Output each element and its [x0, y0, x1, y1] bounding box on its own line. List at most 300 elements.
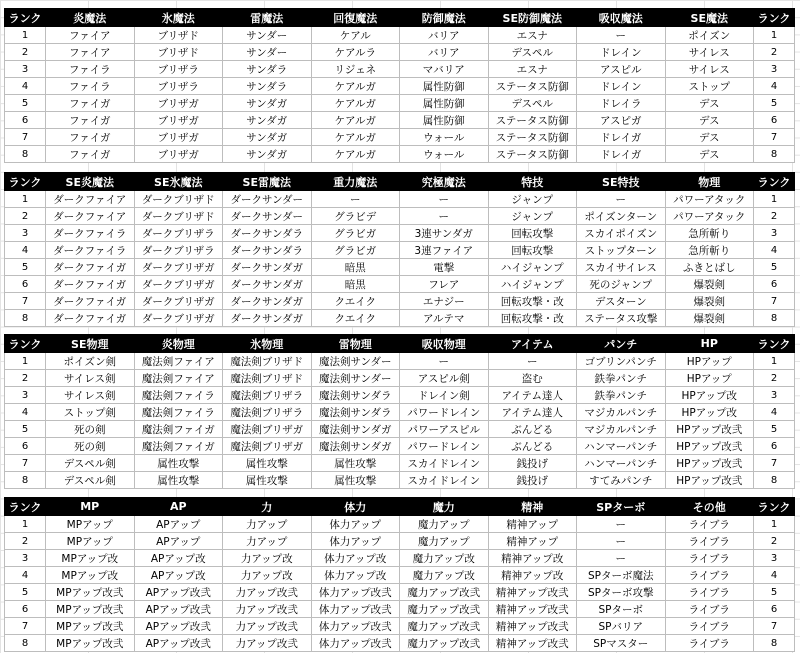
skill-cell[interactable]: デスペル剣 [46, 472, 135, 489]
skill-cell[interactable]: ー [577, 191, 666, 208]
skill-cell[interactable]: ケアルガ [311, 146, 400, 163]
skill-cell[interactable]: SPターボ攻撃 [577, 584, 666, 601]
skill-cell[interactable]: ライブラ [665, 584, 754, 601]
skill-cell[interactable]: ダークファイラ [46, 225, 135, 242]
skill-cell[interactable]: ファイガ [46, 146, 135, 163]
skill-cell[interactable]: SPターボ [577, 601, 666, 618]
skill-cell[interactable]: ウォール [400, 129, 489, 146]
skill-cell[interactable]: ブリザガ [134, 129, 223, 146]
skill-cell[interactable]: 急所斬り [665, 242, 754, 259]
skill-cell[interactable]: 急所斬り [665, 225, 754, 242]
skill-cell[interactable]: 魔法剣ブリザド [223, 370, 312, 387]
skill-cell[interactable]: APアップ改弐 [134, 601, 223, 618]
skill-cell[interactable]: 力アップ改 [223, 567, 312, 584]
skill-cell[interactable]: 魔法剣ブリザラ [223, 404, 312, 421]
skill-cell[interactable]: リジェネ [311, 61, 400, 78]
skill-cell[interactable]: 体力アップ [311, 533, 400, 550]
skill-cell[interactable]: ダークファイラ [46, 242, 135, 259]
skill-cell[interactable]: ブリザラ [134, 61, 223, 78]
skill-cell[interactable]: ジャンプ [488, 191, 577, 208]
skill-cell[interactable]: APアップ改弐 [134, 584, 223, 601]
rank-cell[interactable]: 4 [754, 78, 795, 95]
skill-cell[interactable]: 属性防御 [400, 95, 489, 112]
skill-cell[interactable]: 属性攻撃 [223, 455, 312, 472]
rank-cell[interactable]: 1 [5, 353, 46, 370]
skill-cell[interactable]: ダークブリザド [134, 208, 223, 225]
skill-cell[interactable]: ー [311, 191, 400, 208]
skill-cell[interactable]: 魔法剣サンダラ [311, 404, 400, 421]
rank-cell[interactable]: 3 [5, 550, 46, 567]
skill-cell[interactable]: ハイジャンプ [488, 259, 577, 276]
rank-cell[interactable]: 2 [5, 370, 46, 387]
skill-cell[interactable]: ふきとばし [665, 259, 754, 276]
skill-cell[interactable]: 属性攻撃 [223, 472, 312, 489]
skill-cell[interactable]: ライブラ [665, 601, 754, 618]
skill-cell[interactable]: 回転攻撃・改 [488, 293, 577, 310]
skill-cell[interactable]: 魔法剣ファイガ [134, 421, 223, 438]
skill-cell[interactable]: サンダラ [223, 78, 312, 95]
skill-cell[interactable]: ぶんどる [488, 438, 577, 455]
skill-cell[interactable]: パワーアタック [665, 191, 754, 208]
skill-cell[interactable]: 力アップ改弐 [223, 635, 312, 652]
skill-cell[interactable]: 死のジャンプ [577, 276, 666, 293]
rank-cell[interactable]: 6 [5, 112, 46, 129]
skill-cell[interactable]: 魔力アップ改弐 [400, 584, 489, 601]
rank-cell[interactable]: 5 [754, 421, 795, 438]
skill-cell[interactable]: 力アップ [223, 533, 312, 550]
skill-cell[interactable]: デス [665, 129, 754, 146]
rank-cell[interactable]: 4 [5, 567, 46, 584]
rank-cell[interactable]: 2 [754, 208, 795, 225]
rank-cell[interactable]: 4 [754, 567, 795, 584]
skill-cell[interactable]: 魔力アップ [400, 516, 489, 533]
skill-cell[interactable]: MPアップ改弐 [46, 584, 135, 601]
skill-cell[interactable]: 暗黒 [311, 276, 400, 293]
skill-cell[interactable]: 魔法剣ブリザガ [223, 421, 312, 438]
skill-cell[interactable]: ダークサンダガ [223, 259, 312, 276]
skill-cell[interactable]: 体力アップ改 [311, 567, 400, 584]
skill-cell[interactable]: ブリザド [134, 27, 223, 44]
skill-cell[interactable]: スカイサイレス [577, 259, 666, 276]
skill-cell[interactable]: グラビデ [311, 208, 400, 225]
skill-cell[interactable]: 力アップ改 [223, 550, 312, 567]
skill-cell[interactable]: SPバリア [577, 618, 666, 635]
rank-cell[interactable]: 5 [5, 259, 46, 276]
rank-cell[interactable]: 8 [754, 635, 795, 652]
skill-cell[interactable]: ダークサンダガ [223, 276, 312, 293]
skill-cell[interactable]: マジカルパンチ [577, 404, 666, 421]
skill-cell[interactable]: ダークファイガ [46, 276, 135, 293]
rank-cell[interactable]: 4 [754, 404, 795, 421]
skill-cell[interactable]: 暗黒 [311, 259, 400, 276]
skill-cell[interactable]: 魔法剣ブリザラ [223, 387, 312, 404]
rank-cell[interactable]: 8 [5, 310, 46, 327]
skill-cell[interactable]: パワーアタック [665, 208, 754, 225]
rank-cell[interactable]: 4 [754, 242, 795, 259]
skill-cell[interactable]: ー [577, 27, 666, 44]
rank-cell[interactable]: 2 [5, 44, 46, 61]
skill-cell[interactable]: ファイガ [46, 129, 135, 146]
skill-cell[interactable]: クエイク [311, 310, 400, 327]
skill-cell[interactable]: ステータス防御 [488, 78, 577, 95]
skill-cell[interactable]: ダークブリザラ [134, 242, 223, 259]
rank-cell[interactable]: 1 [754, 191, 795, 208]
skill-cell[interactable]: 力アップ [223, 516, 312, 533]
skill-cell[interactable]: 魔法剣ファイラ [134, 404, 223, 421]
skill-cell[interactable]: デスペル剣 [46, 455, 135, 472]
skill-cell[interactable]: 回転攻撃・改 [488, 310, 577, 327]
skill-cell[interactable]: サイレス剣 [46, 387, 135, 404]
skill-cell[interactable]: クエイク [311, 293, 400, 310]
skill-cell[interactable]: ダークサンダラ [223, 242, 312, 259]
skill-cell[interactable]: ケアルガ [311, 129, 400, 146]
rank-cell[interactable]: 6 [754, 276, 795, 293]
skill-cell[interactable]: ブリザガ [134, 112, 223, 129]
rank-cell[interactable]: 6 [754, 601, 795, 618]
rank-cell[interactable]: 3 [754, 61, 795, 78]
skill-cell[interactable]: サイレス剣 [46, 370, 135, 387]
skill-cell[interactable]: ファイガ [46, 112, 135, 129]
skill-cell[interactable]: HPアップ改弐 [665, 421, 754, 438]
skill-cell[interactable]: ダークブリザガ [134, 259, 223, 276]
skill-cell[interactable]: 魔力アップ改弐 [400, 618, 489, 635]
skill-cell[interactable]: 死の剣 [46, 438, 135, 455]
skill-cell[interactable]: ライブラ [665, 635, 754, 652]
rank-cell[interactable]: 8 [754, 310, 795, 327]
skill-cell[interactable]: 体力アップ [311, 516, 400, 533]
skill-cell[interactable]: パワードレイン [400, 438, 489, 455]
rank-cell[interactable]: 6 [5, 276, 46, 293]
skill-cell[interactable]: ダークファイガ [46, 310, 135, 327]
skill-cell[interactable]: 魔力アップ改弐 [400, 601, 489, 618]
skill-cell[interactable]: バリア [400, 44, 489, 61]
skill-cell[interactable]: パワードレイン [400, 404, 489, 421]
rank-cell[interactable]: 4 [5, 404, 46, 421]
skill-cell[interactable]: 鉄拳パンチ [577, 387, 666, 404]
rank-cell[interactable]: 6 [5, 601, 46, 618]
skill-cell[interactable]: MPアップ改弐 [46, 618, 135, 635]
rank-cell[interactable]: 5 [754, 584, 795, 601]
skill-cell[interactable]: ドレイン [577, 78, 666, 95]
skill-cell[interactable]: HPアップ [665, 353, 754, 370]
skill-cell[interactable]: 鉄拳パンチ [577, 370, 666, 387]
skill-cell[interactable]: グラビガ [311, 242, 400, 259]
rank-cell[interactable]: 3 [754, 550, 795, 567]
skill-cell[interactable]: MPアップ改 [46, 567, 135, 584]
skill-cell[interactable]: 魔法剣ファイア [134, 353, 223, 370]
skill-cell[interactable]: ダークサンダガ [223, 293, 312, 310]
rank-cell[interactable]: 4 [5, 78, 46, 95]
skill-cell[interactable]: アスピル [577, 61, 666, 78]
skill-cell[interactable]: ぶんどる [488, 421, 577, 438]
skill-cell[interactable]: アスピル剣 [400, 370, 489, 387]
skill-cell[interactable]: 体力アップ改弐 [311, 601, 400, 618]
rank-cell[interactable]: 4 [5, 242, 46, 259]
rank-cell[interactable]: 1 [754, 27, 795, 44]
rank-cell[interactable]: 7 [5, 129, 46, 146]
rank-cell[interactable]: 6 [754, 438, 795, 455]
skill-cell[interactable]: 体力アップ改弐 [311, 635, 400, 652]
skill-cell[interactable]: エナジー [400, 293, 489, 310]
rank-cell[interactable]: 7 [754, 293, 795, 310]
skill-cell[interactable]: ケアル [311, 27, 400, 44]
skill-cell[interactable]: MPアップ改弐 [46, 635, 135, 652]
skill-cell[interactable]: 魔法剣サンダガ [311, 421, 400, 438]
skill-cell[interactable]: HPアップ改 [665, 404, 754, 421]
rank-cell[interactable]: 8 [5, 635, 46, 652]
skill-cell[interactable]: SPターボ魔法 [577, 567, 666, 584]
skill-cell[interactable]: ー [488, 353, 577, 370]
skill-cell[interactable]: ライブラ [665, 533, 754, 550]
skill-cell[interactable]: 精神アップ改弐 [488, 635, 577, 652]
skill-cell[interactable]: APアップ改弐 [134, 635, 223, 652]
skill-cell[interactable]: ブリザラ [134, 78, 223, 95]
skill-cell[interactable]: ー [400, 208, 489, 225]
skill-cell[interactable]: 爆裂剣 [665, 293, 754, 310]
skill-cell[interactable]: ケアルラ [311, 44, 400, 61]
skill-cell[interactable]: ダークファイア [46, 208, 135, 225]
skill-cell[interactable]: 体力アップ改弐 [311, 618, 400, 635]
skill-cell[interactable]: 魔法剣ファイガ [134, 438, 223, 455]
skill-cell[interactable]: MPアップ [46, 516, 135, 533]
skill-cell[interactable]: ダークサンダー [223, 191, 312, 208]
skill-cell[interactable]: 魔法剣ファイラ [134, 387, 223, 404]
skill-cell[interactable]: ー [400, 353, 489, 370]
skill-cell[interactable]: すてみパンチ [577, 472, 666, 489]
skill-cell[interactable]: デス [665, 95, 754, 112]
skill-cell[interactable]: ゴブリンパンチ [577, 353, 666, 370]
skill-cell[interactable]: 魔法剣サンダー [311, 370, 400, 387]
skill-cell[interactable]: ステータス防御 [488, 146, 577, 163]
skill-cell[interactable]: ダークサンダー [223, 208, 312, 225]
skill-cell[interactable]: ハイジャンプ [488, 276, 577, 293]
skill-cell[interactable]: ジャンプ [488, 208, 577, 225]
skill-cell[interactable]: ドレイガ [577, 146, 666, 163]
skill-cell[interactable]: 精神アップ改弐 [488, 618, 577, 635]
skill-cell[interactable]: ドレイン [577, 44, 666, 61]
skill-cell[interactable]: ブリザガ [134, 146, 223, 163]
skill-cell[interactable]: 爆裂剣 [665, 276, 754, 293]
skill-cell[interactable]: 魔力アップ [400, 533, 489, 550]
skill-cell[interactable]: 属性攻撃 [311, 455, 400, 472]
rank-cell[interactable]: 5 [5, 584, 46, 601]
skill-cell[interactable]: 回転攻撃 [488, 242, 577, 259]
skill-cell[interactable]: 死の剣 [46, 421, 135, 438]
rank-cell[interactable]: 3 [754, 225, 795, 242]
rank-cell[interactable]: 8 [754, 146, 795, 163]
skill-cell[interactable]: 魔法剣サンダラ [311, 387, 400, 404]
skill-cell[interactable]: デスペル [488, 95, 577, 112]
skill-cell[interactable]: ステータス攻撃 [577, 310, 666, 327]
rank-cell[interactable]: 7 [754, 618, 795, 635]
skill-cell[interactable]: ケアルガ [311, 112, 400, 129]
rank-cell[interactable]: 8 [754, 472, 795, 489]
skill-cell[interactable]: アイテム達人 [488, 404, 577, 421]
skill-cell[interactable]: アイテム達人 [488, 387, 577, 404]
skill-cell[interactable]: ハンマーパンチ [577, 455, 666, 472]
skill-cell[interactable]: サンダガ [223, 146, 312, 163]
skill-cell[interactable]: 魔力アップ改 [400, 567, 489, 584]
rank-cell[interactable]: 3 [754, 387, 795, 404]
skill-cell[interactable]: APアップ改 [134, 550, 223, 567]
rank-cell[interactable]: 1 [754, 516, 795, 533]
skill-cell[interactable]: ステータス防御 [488, 129, 577, 146]
rank-cell[interactable]: 3 [5, 225, 46, 242]
skill-cell[interactable]: ファイア [46, 44, 135, 61]
skill-cell[interactable]: ー [400, 191, 489, 208]
skill-cell[interactable]: ステータス防御 [488, 112, 577, 129]
skill-cell[interactable]: APアップ改弐 [134, 618, 223, 635]
skill-cell[interactable]: サンダー [223, 44, 312, 61]
skill-cell[interactable]: デスペル [488, 44, 577, 61]
skill-cell[interactable]: ー [577, 516, 666, 533]
rank-cell[interactable]: 7 [5, 455, 46, 472]
skill-cell[interactable]: 精神アップ改弐 [488, 601, 577, 618]
rank-cell[interactable]: 2 [5, 208, 46, 225]
rank-cell[interactable]: 1 [5, 27, 46, 44]
skill-cell[interactable]: ブリザド [134, 44, 223, 61]
rank-cell[interactable]: 1 [5, 516, 46, 533]
skill-cell[interactable]: エスナ [488, 27, 577, 44]
skill-cell[interactable]: スカイドレイン [400, 472, 489, 489]
rank-cell[interactable]: 3 [5, 61, 46, 78]
skill-cell[interactable]: 爆裂剣 [665, 310, 754, 327]
skill-cell[interactable]: ダークファイア [46, 191, 135, 208]
skill-cell[interactable]: マバリア [400, 61, 489, 78]
rank-cell[interactable]: 7 [754, 129, 795, 146]
rank-cell[interactable]: 5 [754, 259, 795, 276]
rank-cell[interactable]: 1 [754, 353, 795, 370]
skill-cell[interactable]: 魔法剣ファイア [134, 370, 223, 387]
rank-cell[interactable]: 2 [754, 370, 795, 387]
skill-cell[interactable]: ダークサンダラ [223, 225, 312, 242]
rank-cell[interactable]: 7 [754, 455, 795, 472]
skill-cell[interactable]: ファイラ [46, 61, 135, 78]
skill-cell[interactable]: HPアップ改 [665, 387, 754, 404]
skill-cell[interactable]: 盗む [488, 370, 577, 387]
skill-cell[interactable]: ファイラ [46, 78, 135, 95]
skill-cell[interactable]: サイレス [665, 61, 754, 78]
skill-cell[interactable]: ダークファイガ [46, 259, 135, 276]
skill-cell[interactable]: マジカルパンチ [577, 421, 666, 438]
skill-cell[interactable]: 魔法剣サンダー [311, 353, 400, 370]
skill-cell[interactable]: 3連サンダガ [400, 225, 489, 242]
rank-cell[interactable]: 7 [5, 618, 46, 635]
skill-cell[interactable]: ポイズンターン [577, 208, 666, 225]
skill-cell[interactable]: 魔法剣ブリザガ [223, 438, 312, 455]
skill-cell[interactable]: HPアップ改弐 [665, 472, 754, 489]
skill-cell[interactable]: アスピガ [577, 112, 666, 129]
rank-cell[interactable]: 2 [754, 44, 795, 61]
skill-cell[interactable]: 精神アップ [488, 516, 577, 533]
skill-cell[interactable]: APアップ [134, 533, 223, 550]
skill-cell[interactable]: 魔法剣ブリザド [223, 353, 312, 370]
skill-cell[interactable]: サンダー [223, 27, 312, 44]
skill-cell[interactable]: 精神アップ [488, 533, 577, 550]
skill-cell[interactable]: パワーアスピル [400, 421, 489, 438]
skill-cell[interactable]: HPアップ改弐 [665, 438, 754, 455]
skill-cell[interactable]: サンダラ [223, 61, 312, 78]
skill-cell[interactable]: ドレイラ [577, 95, 666, 112]
rank-cell[interactable]: 2 [754, 533, 795, 550]
skill-cell[interactable]: ドレイン剣 [400, 387, 489, 404]
skill-cell[interactable]: MPアップ [46, 533, 135, 550]
rank-cell[interactable]: 1 [5, 191, 46, 208]
skill-cell[interactable]: ポイズン [665, 27, 754, 44]
skill-cell[interactable]: スカイドレイン [400, 455, 489, 472]
rank-cell[interactable]: 6 [754, 112, 795, 129]
rank-cell[interactable]: 5 [754, 95, 795, 112]
skill-cell[interactable]: 属性攻撃 [134, 455, 223, 472]
skill-cell[interactable]: ダークブリザガ [134, 293, 223, 310]
skill-cell[interactable]: グラビガ [311, 225, 400, 242]
skill-cell[interactable]: ー [577, 550, 666, 567]
skill-cell[interactable]: HPアップ改弐 [665, 455, 754, 472]
skill-cell[interactable]: ウォール [400, 146, 489, 163]
skill-cell[interactable]: ハンマーパンチ [577, 438, 666, 455]
skill-cell[interactable]: 精神アップ改 [488, 567, 577, 584]
rank-cell[interactable]: 5 [5, 421, 46, 438]
skill-cell[interactable]: 体力アップ改弐 [311, 584, 400, 601]
skill-cell[interactable]: フレア [400, 276, 489, 293]
skill-cell[interactable]: 銭投げ [488, 472, 577, 489]
skill-cell[interactable]: ー [577, 533, 666, 550]
skill-cell[interactable]: ダークブリザガ [134, 276, 223, 293]
skill-cell[interactable]: 電撃 [400, 259, 489, 276]
skill-cell[interactable]: ライブラ [665, 618, 754, 635]
skill-cell[interactable]: MPアップ改弐 [46, 601, 135, 618]
skill-cell[interactable]: デス [665, 146, 754, 163]
skill-cell[interactable]: 属性防御 [400, 78, 489, 95]
skill-cell[interactable]: ダークファイガ [46, 293, 135, 310]
rank-cell[interactable]: 7 [5, 293, 46, 310]
rank-cell[interactable]: 3 [5, 387, 46, 404]
skill-cell[interactable]: バリア [400, 27, 489, 44]
skill-cell[interactable]: ライブラ [665, 567, 754, 584]
rank-cell[interactable]: 6 [5, 438, 46, 455]
skill-cell[interactable]: サンダガ [223, 95, 312, 112]
skill-cell[interactable]: ダークブリザラ [134, 225, 223, 242]
skill-cell[interactable]: ライブラ [665, 516, 754, 533]
rank-cell[interactable]: 8 [5, 472, 46, 489]
skill-cell[interactable]: 魔力アップ改 [400, 550, 489, 567]
skill-cell[interactable]: サンダガ [223, 112, 312, 129]
skill-cell[interactable]: ダークサンダガ [223, 310, 312, 327]
skill-cell[interactable]: 属性攻撃 [311, 472, 400, 489]
skill-cell[interactable]: ダークブリザド [134, 191, 223, 208]
skill-cell[interactable]: ドレイガ [577, 129, 666, 146]
skill-cell[interactable]: ストップ剣 [46, 404, 135, 421]
skill-cell[interactable]: ケアルガ [311, 78, 400, 95]
skill-cell[interactable]: ファイガ [46, 95, 135, 112]
skill-cell[interactable]: サンダガ [223, 129, 312, 146]
skill-cell[interactable]: 力アップ改弐 [223, 584, 312, 601]
skill-cell[interactable]: ケアルガ [311, 95, 400, 112]
skill-cell[interactable]: 力アップ改弐 [223, 618, 312, 635]
skill-cell[interactable]: APアップ改 [134, 567, 223, 584]
skill-cell[interactable]: ブリザガ [134, 95, 223, 112]
skill-cell[interactable]: 魔法剣サンダガ [311, 438, 400, 455]
skill-cell[interactable]: ファイア [46, 27, 135, 44]
skill-cell[interactable]: 魔力アップ改弐 [400, 635, 489, 652]
skill-cell[interactable]: 3連ファイア [400, 242, 489, 259]
skill-cell[interactable]: ストップターン [577, 242, 666, 259]
skill-cell[interactable]: SPマスター [577, 635, 666, 652]
skill-cell[interactable]: ダークブリザガ [134, 310, 223, 327]
skill-cell[interactable]: 回転攻撃 [488, 225, 577, 242]
skill-cell[interactable]: ストップ [665, 78, 754, 95]
skill-cell[interactable]: デスターン [577, 293, 666, 310]
